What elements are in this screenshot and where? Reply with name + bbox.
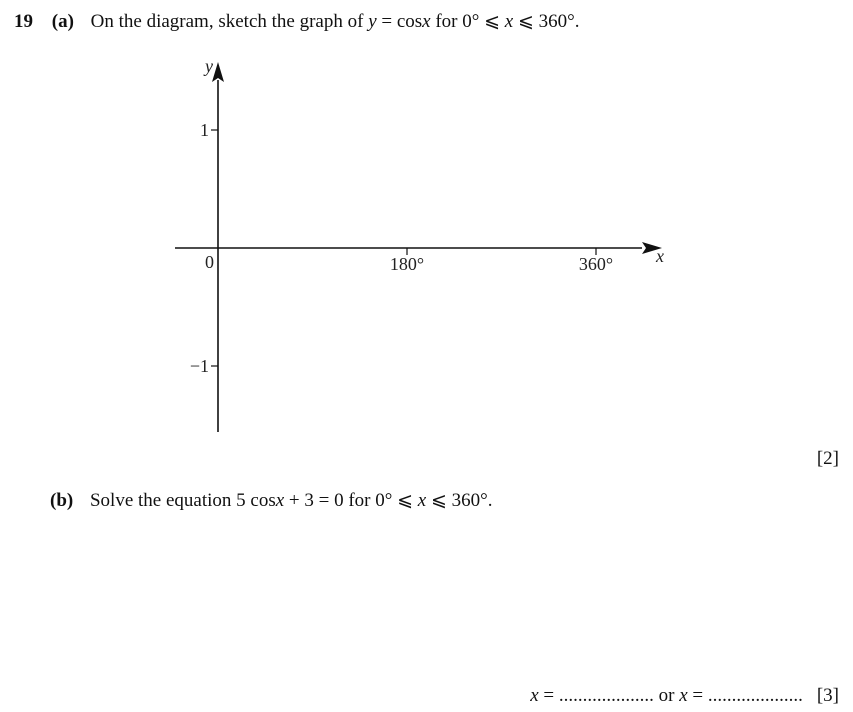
answer-blank-2[interactable]: .................... — [707, 685, 803, 706]
x-tick-label: 360° — [578, 254, 614, 274]
part-b-label: (b) — [50, 490, 74, 511]
question-number: 19 — [14, 11, 33, 32]
part-a-label: (a) — [51, 11, 74, 32]
part-a-text: On the diagram, sketch the graph of y = cosx for 0° ⩽ x ⩽ 360°. — [90, 11, 580, 32]
y-axis-arrow — [212, 62, 224, 82]
axes-layer — [175, 56, 664, 432]
y-axis-label: y — [205, 56, 213, 76]
part-b-marks: [3] — [816, 685, 839, 706]
y-tick-label: 1 — [200, 120, 209, 140]
y-tick-label: −1 — [189, 356, 209, 376]
answer-x2-label: x — [679, 685, 688, 706]
origin-label: 0 — [205, 252, 214, 272]
answer-line: x = .................... or x = .................... [3] — [530, 685, 839, 706]
x-axis-label: x — [656, 246, 664, 266]
question-b-line — [50, 490, 493, 512]
answer-x1-label: x — [530, 685, 539, 706]
x-tick-label: 180° — [389, 254, 425, 274]
answer-blank-1[interactable]: .................... — [558, 685, 654, 706]
part-a-marks: [2] — [816, 448, 839, 469]
part-b-text: Solve the equation 5 cosx + 3 = 0 for 0° ⩽ x ⩽ 360°. — [89, 490, 493, 511]
